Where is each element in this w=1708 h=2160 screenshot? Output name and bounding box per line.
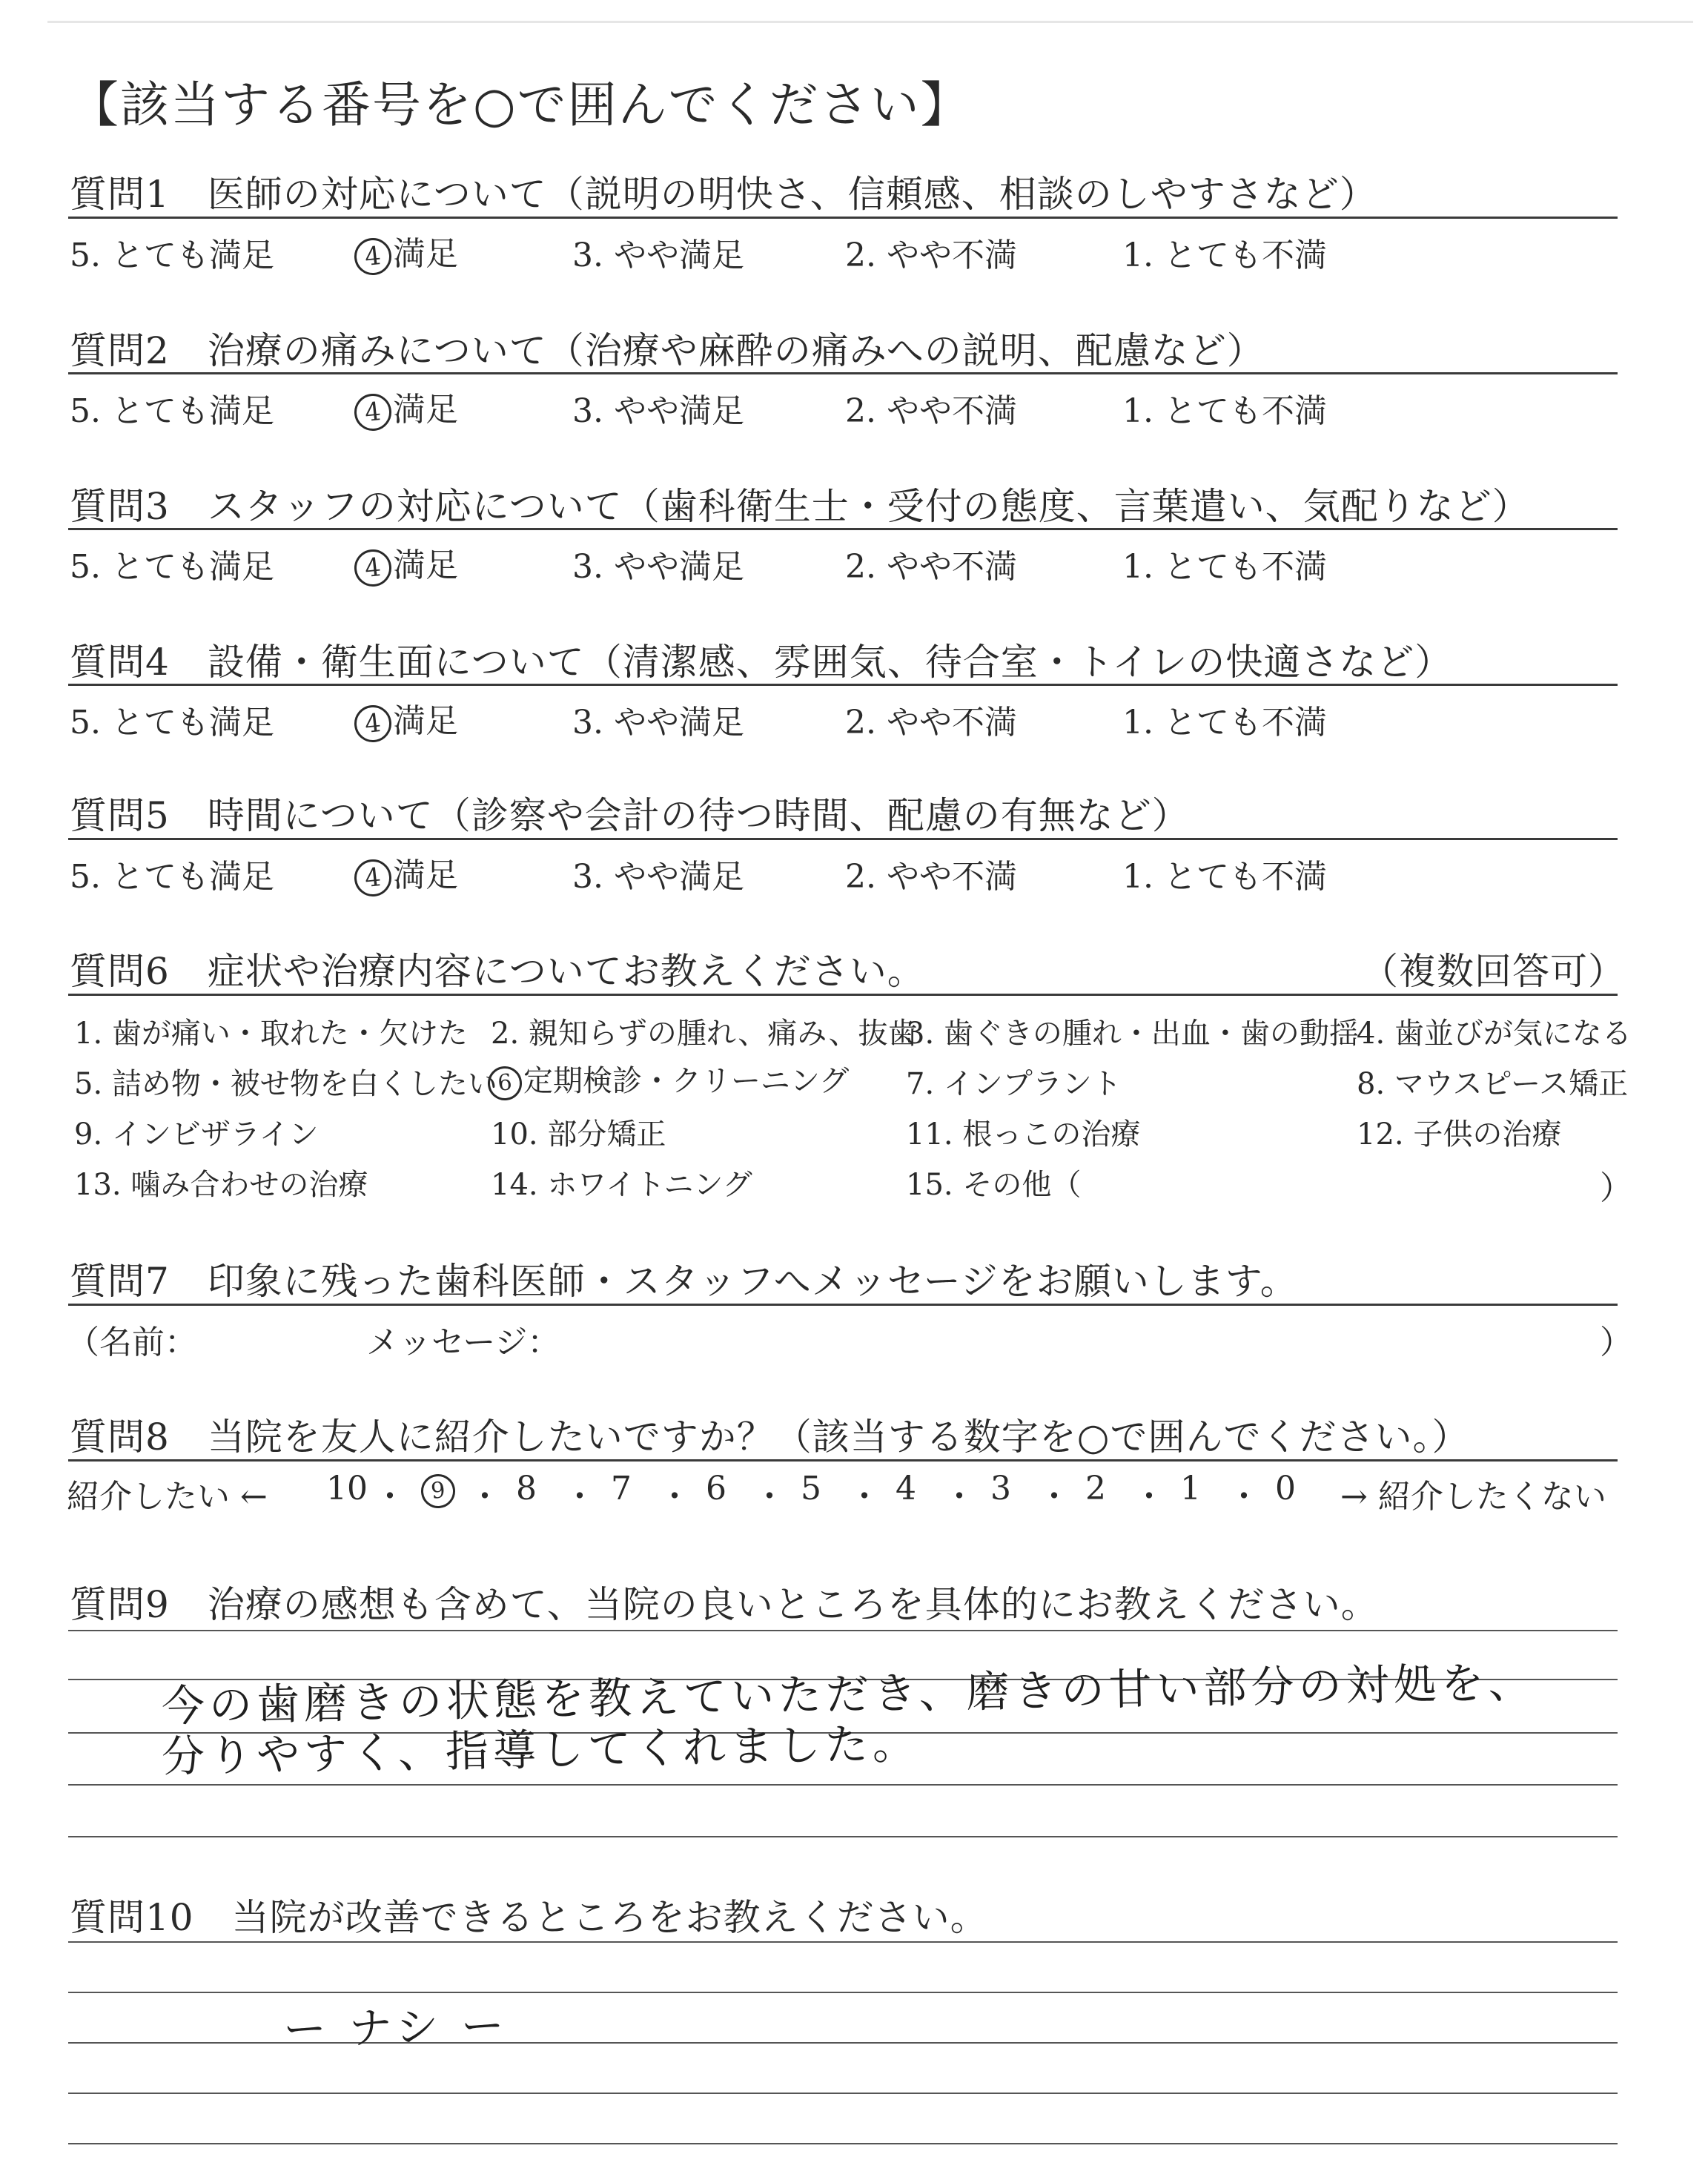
- q2-option-4-selected[interactable]: [354, 383, 458, 431]
- answer-line: [68, 1941, 1618, 1943]
- question-5-text: 時間について（診察や会計の待つ時間、配慮の有無など）: [207, 794, 1190, 837]
- q3-option-4-selected[interactable]: [354, 538, 458, 587]
- question-3-rule: [68, 528, 1618, 530]
- question-4-label: 質問4: [70, 641, 170, 684]
- question-1-text: 医師の対応について（説明の明快さ、信頼感、相談のしやすさなど）: [207, 173, 1377, 216]
- q6-other-close-paren: ）: [1600, 1169, 1632, 1207]
- q4-option-5[interactable]: 5. とても満足: [70, 704, 274, 742]
- q9-handwritten-answer-line-2: 分りやすく、指導してくれました。: [161, 1718, 921, 1782]
- q4-option-4-label: 満足: [393, 702, 458, 740]
- q1-option-4-label: 満足: [393, 235, 458, 273]
- question-2-text: 治療の痛みについて（治療や麻酔の痛みへの説明、配慮など）: [207, 329, 1265, 372]
- question-6-label: 質問6: [70, 950, 170, 993]
- q8-scale-option-9-selected[interactable]: [421, 1470, 457, 1508]
- question-8-text: 当院を友人に紹介したいですか？（該当する数字を○で囲んでください。）: [207, 1416, 1470, 1459]
- q5-option-5[interactable]: 5. とても満足: [70, 858, 274, 896]
- question-5-heading: [70, 786, 1190, 839]
- answer-line: [68, 1836, 1618, 1837]
- question-5-rule: [68, 838, 1618, 840]
- q6-option-6-selected[interactable]: [488, 1057, 849, 1100]
- q4-option-3[interactable]: 3. やや満足: [572, 704, 744, 742]
- q8-scale-option-3[interactable]: 3: [990, 1470, 1011, 1507]
- q6-option-13[interactable]: 13. 噛み合わせの治療: [74, 1168, 368, 1202]
- question-2-rule: [68, 372, 1618, 374]
- q9-handwritten-answer-line-1: 今の歯磨きの状態を教えていただき、磨きの甘い部分の対処を、: [161, 1657, 1537, 1731]
- answer-line: [68, 2143, 1618, 2144]
- q8-scale-separator: ・: [848, 1478, 881, 1516]
- answer-line: [68, 1992, 1618, 1993]
- question-6-heading: [70, 942, 925, 995]
- q7-close-paren: ）: [1600, 1324, 1632, 1361]
- q6-option-4[interactable]: 4. 歯並びが気になる: [1357, 1017, 1632, 1051]
- q1-option-4-selected[interactable]: [354, 227, 458, 275]
- question-3-text: スタッフの対応について（歯科衛生士・受付の態度、言葉遣い、気配りなど）: [207, 485, 1530, 528]
- q5-option-3[interactable]: 3. やや満足: [572, 858, 744, 896]
- q8-left-label: 紹介したい ←: [67, 1478, 268, 1516]
- q3-option-1[interactable]: 1. とても不満: [1122, 548, 1327, 586]
- q1-option-3[interactable]: 3. やや満足: [572, 237, 744, 274]
- q3-option-2[interactable]: 2. やや不満: [845, 548, 1017, 586]
- q8-scale-separator: ・: [374, 1478, 406, 1516]
- question-3-label: 質問3: [70, 485, 170, 528]
- question-4-text: 設備・衛生面について（清潔感、雰囲気、待合室・トイレの快適さなど）: [207, 641, 1453, 684]
- question-6-text: 症状や治療内容についてお教えください。: [207, 950, 925, 993]
- q2-option-4-label: 満足: [393, 391, 458, 429]
- question-5-label: 質問5: [70, 794, 170, 837]
- q8-scale-separator: ・: [469, 1478, 501, 1516]
- q7-message-label: メッセージ：: [366, 1324, 560, 1361]
- question-7-rule: [68, 1304, 1618, 1306]
- q8-scale-separator: ・: [658, 1478, 691, 1516]
- question-10-text: 当院が改善できるところをお教えください。: [231, 1896, 988, 1939]
- q10-handwritten-answer: ー ナシ ー: [282, 2000, 509, 2055]
- question-2-heading: [70, 321, 1265, 374]
- q4-option-1[interactable]: 1. とても不満: [1122, 704, 1327, 742]
- q8-scale-separator: ・: [753, 1478, 786, 1516]
- q6-option-1[interactable]: 1. 歯が痛い・取れた・欠けた: [74, 1017, 468, 1051]
- q5-option-2[interactable]: 2. やや不満: [845, 858, 1017, 896]
- question-10-label: 質問10: [70, 1896, 194, 1939]
- q6-option-15-other[interactable]: 15. その他（: [906, 1168, 1082, 1202]
- q2-option-5[interactable]: 5. とても満足: [70, 392, 274, 430]
- question-6-rule: [68, 994, 1618, 996]
- question-9-label: 質問9: [70, 1583, 170, 1626]
- q8-scale-separator: ・: [1228, 1478, 1260, 1516]
- q1-option-1[interactable]: 1. とても不満: [1122, 237, 1327, 274]
- form-title: 【該当する番号を○で囲んでください】: [70, 76, 971, 133]
- question-8-rule: [68, 1459, 1618, 1462]
- selection-circle: 4: [353, 857, 394, 898]
- q8-scale-separator: ・: [943, 1478, 976, 1516]
- q8-scale-option-1[interactable]: 1: [1180, 1470, 1201, 1507]
- q8-scale-separator: ・: [1038, 1478, 1070, 1516]
- question-7-label: 質問7: [70, 1260, 170, 1303]
- q5-option-4-selected[interactable]: [354, 848, 458, 896]
- answer-line: [68, 1630, 1618, 1631]
- q6-option-9[interactable]: 9. インビザライン: [74, 1117, 319, 1152]
- q6-option-10[interactable]: 10. 部分矯正: [491, 1117, 666, 1152]
- answer-line: [68, 2093, 1618, 2094]
- selection-circle: 4: [353, 392, 394, 432]
- q5-option-1[interactable]: 1. とても不満: [1122, 858, 1327, 896]
- q3-option-5[interactable]: 5. とても満足: [70, 548, 274, 586]
- q8-scale-option-0[interactable]: 0: [1275, 1470, 1296, 1507]
- question-7-text: 印象に残った歯科医師・スタッフへメッセージをお願いします。: [207, 1260, 1298, 1303]
- q8-scale-option-10[interactable]: 10: [326, 1470, 368, 1507]
- page-top-edge: [47, 21, 1693, 23]
- question-6-note: （複数回答可）: [1361, 950, 1626, 993]
- q6-option-14[interactable]: 14. ホワイトニング: [491, 1168, 752, 1202]
- q8-right-label: → 紹介したくない: [1340, 1478, 1606, 1516]
- selection-circle: 4: [353, 547, 394, 588]
- question-7-heading: [70, 1252, 1298, 1305]
- q6-option-8[interactable]: 8. マウスピース矯正: [1357, 1067, 1629, 1101]
- q8-scale-separator: ・: [563, 1478, 596, 1516]
- selection-circle: 6: [486, 1065, 524, 1103]
- q7-name-label: （名前：: [67, 1324, 197, 1361]
- question-9-text: 治療の感想も含めて、当院の良いところを具体的にお教えください。: [207, 1583, 1379, 1626]
- selection-circle: 4: [353, 236, 394, 277]
- q6-option-7[interactable]: 7. インプラント: [906, 1067, 1122, 1101]
- question-2-label: 質問2: [70, 329, 170, 372]
- q1-option-5[interactable]: 5. とても満足: [70, 237, 274, 274]
- q6-option-11[interactable]: 11. 根っこの治療: [906, 1117, 1141, 1152]
- question-8-label: 質問8: [70, 1416, 170, 1459]
- q2-option-2[interactable]: 2. やや不満: [845, 392, 1017, 430]
- q2-option-1[interactable]: 1. とても不満: [1122, 392, 1327, 430]
- question-4-rule: [68, 684, 1618, 686]
- q8-scale-option-5[interactable]: 5: [801, 1470, 821, 1507]
- q6-option-2[interactable]: 2. 親知らずの腫れ、痛み、抜歯: [491, 1017, 918, 1051]
- q6-option-12[interactable]: 12. 子供の治療: [1357, 1117, 1562, 1152]
- q6-option-6-label: 定期検診・クリーニング: [523, 1064, 850, 1098]
- q4-option-2[interactable]: 2. やや不満: [845, 704, 1017, 742]
- q6-option-5[interactable]: 5. 詰め物・被せ物を白くしたい: [74, 1067, 497, 1101]
- q3-option-3[interactable]: 3. やや満足: [572, 548, 744, 586]
- q4-option-4-selected[interactable]: [354, 694, 458, 742]
- q2-option-3[interactable]: 3. やや満足: [572, 392, 744, 430]
- answer-line: [68, 1784, 1618, 1786]
- selection-circle: 4: [353, 703, 394, 744]
- q8-scale-option-8[interactable]: 8: [516, 1470, 537, 1507]
- question-4-heading: [70, 633, 1452, 686]
- q1-option-2[interactable]: 2. やや不満: [845, 237, 1017, 274]
- q6-option-3[interactable]: 3. 歯ぐきの腫れ・出血・歯の動揺: [906, 1017, 1359, 1051]
- question-10-heading: [70, 1888, 988, 1941]
- q8-scale-option-2[interactable]: 2: [1085, 1470, 1106, 1507]
- selection-circle: 9: [420, 1472, 457, 1510]
- q5-option-4-label: 満足: [393, 856, 458, 894]
- question-9-heading: [70, 1575, 1379, 1628]
- q8-scale-option-7[interactable]: 7: [611, 1470, 632, 1507]
- q8-scale-separator: ・: [1133, 1478, 1165, 1516]
- q3-option-4-label: 満足: [393, 546, 458, 584]
- question-1-heading: [70, 165, 1377, 218]
- question-8-heading: [70, 1407, 1469, 1461]
- question-3-heading: [70, 477, 1530, 530]
- q8-scale-option-4[interactable]: 4: [896, 1470, 916, 1507]
- question-1-rule: [68, 217, 1618, 219]
- q8-scale-option-6[interactable]: 6: [706, 1470, 726, 1507]
- question-1-label: 質問1: [70, 173, 170, 216]
